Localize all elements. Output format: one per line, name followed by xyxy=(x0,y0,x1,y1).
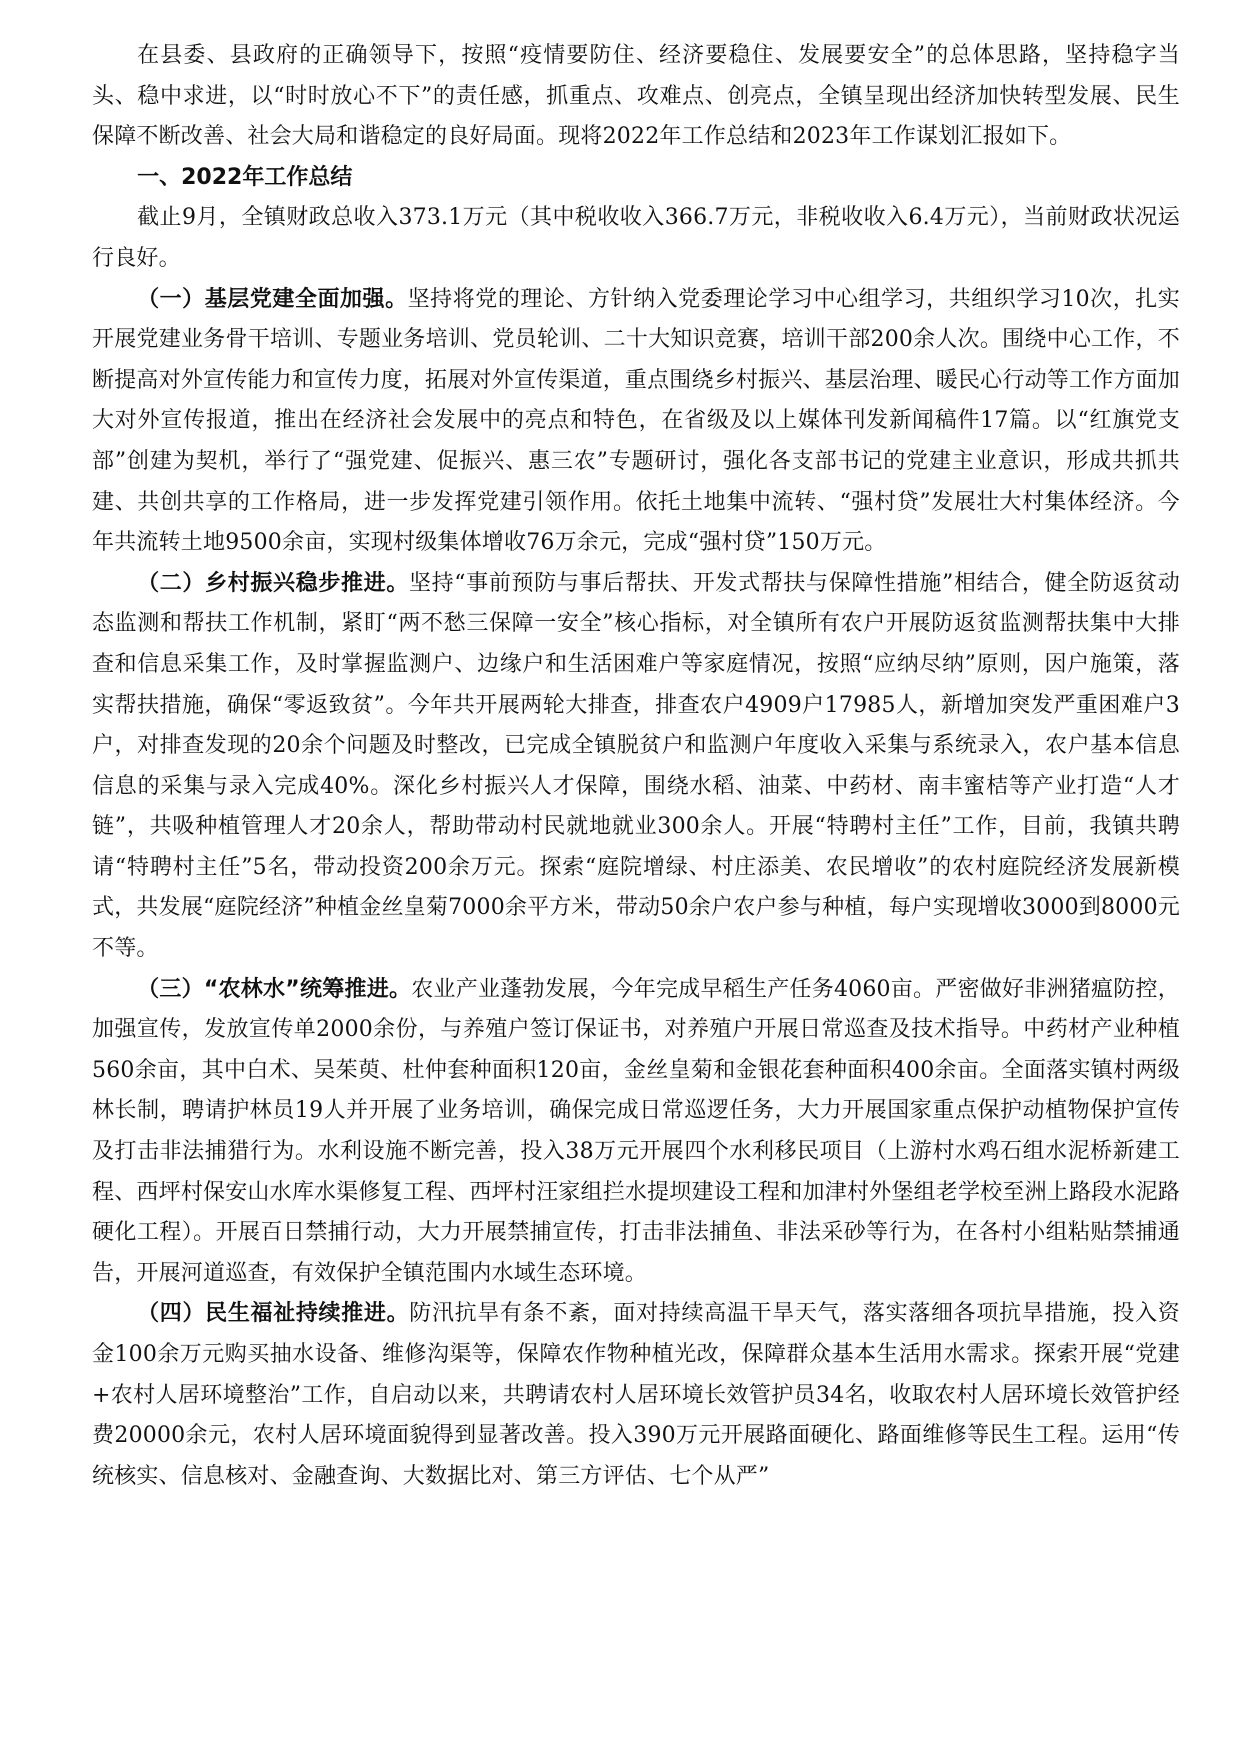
intro-paragraph: 在县委、县政府的正确领导下，按照“疫情要防住、经济要稳住、发展要安全”的总体思路，坚持稳字当头、稳中求进，以“时时放心不下”的责任感，抓重点、攻难点、创亮点，全镇呈现出经济加快转型发展、民生保障不断改善、社会大局和谐稳定的良好局面。现将2022年工作总结和2023年工作谋划汇报如下。 xyxy=(92,43,1180,150)
item-body: 坚持“事前预防与事后帮扶、开发式帮扶与保障性措施”相结合，健全防返贫动态监测和帮扶工作机制，紧盯“两不愁三保障一安全”核心指标，对全镇所有农户开展防返贫监测帮扶集中大排查和信息采集工作，及时掌握监测户、边缘户和生活困难户等家庭情况，按照“应纳尽纳”原则，因户施策，落实帮扶措施，确保“零返致贫”。今年共开展两轮大排查，排查农户4909户17985人，新增加突发严重困难户3户，对排查发现的20余个问题及时整改，已完成全镇脱贫户和监测户年度收入采集与系统录入，农户基本信息信息的采集与录入完成40%。深化乡村振兴人才保障，围绕水稻、油菜、中药材、南丰蜜桔等产业打造“人才链”，共吸种植管理人才20余人，帮助带动村民就地就业300余人。开展“特聘村主任”工作，目前，我镇共聘请“特聘村主任”5名，带动投资200余万元。探索“庭院增绿、村庄添美、农民增收”的农村庭院经济发展新模式，共发展“庭院经济”种植金丝皇菊7000余平方米，带动50余户农户参与种植，每户实现增收3000到8000元不等。 xyxy=(92,570,1181,962)
item-livelihood xyxy=(92,1294,1180,1497)
section-heading-2022-summary: 一、2022年工作总结 xyxy=(137,164,353,190)
item-rural-revitalization xyxy=(92,564,1180,970)
item-title: （四）民生福祉持续推进。 xyxy=(137,1301,410,1327)
item-party-building xyxy=(92,280,1180,564)
item-body: 坚持将党的理论、方针纳入党委理论学习中心组学习，共组织学习10次，扎实开展党建业务骨干培训、专题业务培训、党员轮训、二十大知识竞赛，培训干部200余人次。围绕中心工作，不断提高对外宣传能力和宣传力度，拓展对外宣传渠道，重点围绕乡村振兴、基层治理、暖民心行动等工作方面加大对外宣传报道，推出在经济社会发展中的亮点和特色，在省级及以上媒体刊发新闻稿件17篇。以“红旗党支部”创建为契机，举行了“强党建、促振兴、惠三农”专题研讨，强化各支部书记的党建主业意识，形成共抓共建、共创共享的工作格局，进一步发挥党建引领作用。依托土地集中流转、“强村贷”发展壮大村集体经济。今年共流转土地9500余亩，实现村级集体增收76万余元，完成“强村贷”150万元。 xyxy=(92,286,1181,556)
item-title: （三）“农林水”统筹推进。 xyxy=(137,976,412,1002)
item-body: 农业产业蓬勃发展，今年完成早稻生产任务4060亩。严密做好非洲猪瘟防控，加强宣传，发放宣传单2000余份，与养殖户签订保证书，对养殖户开展日常巡查及技术指导。中药材产业种植560余亩，其中白术、吴茱萸、杜仲套种面积120亩，金丝皇菊和金银花套种面积400余亩。全面落实镇村两级林长制，聘请护林员19人并开展了业务培训，确保完成日常巡逻任务，大力开展国家重点保护动植物保护宣传及打击非法捕猎行为。水利设施不断完善，投入38万元开展四个水利移民项目（上游村水鸡石组水泥桥新建工程、西坪村保安山水库水渠修复工程、西坪村汪家组拦水提坝建设工程和加津村外堡组老学校至洲上路段水泥路硬化工程）。开展百日禁捕行动，大力开展禁捕宣传，打击非法捕鱼、非法采砂等行为，在各村小组粘贴禁捕通告，开展河道巡查，有效保护全镇范围内水域生态环境。 xyxy=(92,976,1180,1286)
item-body: 防汛抗旱有条不紊，面对持续高温干旱天气，落实落细各项抗旱措施，投入资金100余万元购买抽水设备、维修沟渠等，保障农作物种植光改，保障群众基本生活用水需求。探索开展“党建+农村人居环境整治”工作，自启动以来，共聘请农村人居环境长效管护员34名，收取农村人居环境长效管护经费20000余元，农村人居环境面貌得到显著改善。投入390万元开展路面硬化、路面维修等民生工程。运用“传统核实、信息核对、金融查询、大数据比对、第三方评估、七个从严” xyxy=(92,1301,1180,1489)
item-agriculture-forestry-water xyxy=(92,970,1180,1295)
item-title: （二）乡村振兴稳步推进。 xyxy=(137,570,409,596)
item-title: （一）基层党建全面加强。 xyxy=(137,286,408,312)
finance-paragraph: 截止9月，全镇财政总收入373.1万元（其中税收收入366.7万元，非税收收入6.4万元），当前财政状况运行良好。 xyxy=(92,205,1180,271)
